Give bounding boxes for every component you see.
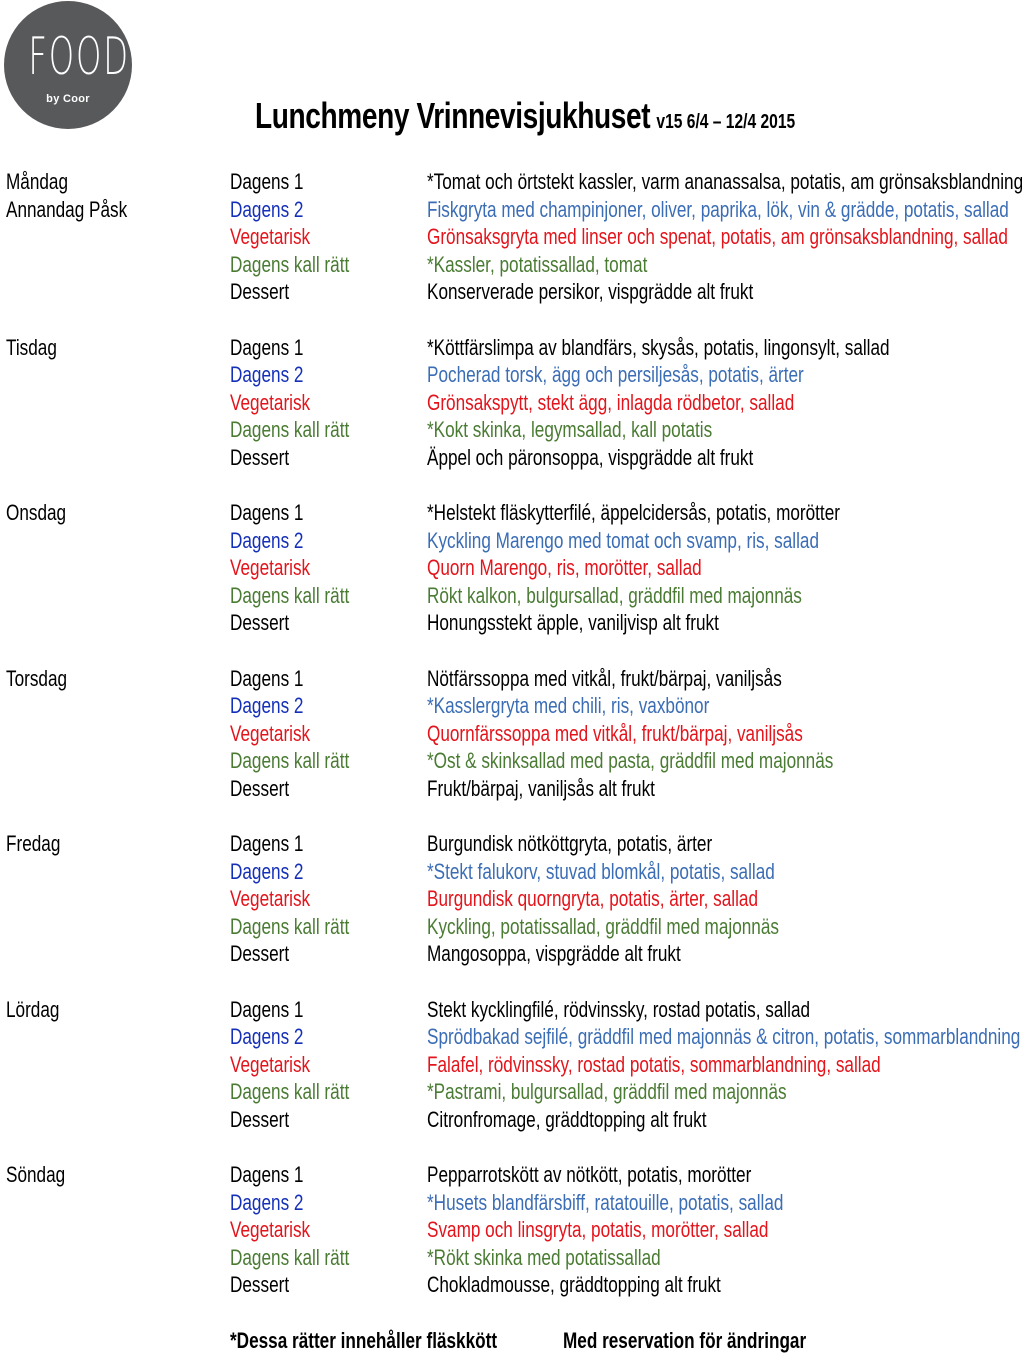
dish-description: Grönsakspytt, stekt ägg, inlagda rödbetor, sallad (427, 389, 795, 415)
category-dessert: Dessert (230, 279, 290, 305)
pork-footnote: *Dessa rätter innehåller fläskkött (230, 1328, 498, 1353)
dish-description: *Kasslergryta med chili, ris, vaxbönor (427, 693, 710, 719)
dish-description: *Helstekt fläskytterfilé, äppelcidersås, potatis, morötter (427, 500, 840, 525)
category-dagens-2: Dagens 2 (230, 362, 304, 388)
category-dessert: Dessert (230, 610, 290, 636)
menu-row (0, 582, 960, 609)
dish-description: Grönsaksgryta med linser och spenat, potatis, am grönsaksblandning, sallad (427, 224, 1008, 250)
menu-row (0, 1078, 960, 1105)
dish-description: *Tomat och örtstekt kassler, varm ananassalsa, potatis, am grönsaksblandning (427, 169, 1023, 194)
category-dagens-2: Dagens 2 (230, 527, 304, 553)
logo-subtext: by Coor (46, 93, 90, 105)
day-name: Söndag (6, 1162, 66, 1187)
category-dessert: Dessert (230, 1272, 290, 1298)
dish-description: Pocherad torsk, ägg och persiljesås, potatis, ärter (427, 362, 804, 388)
category-vegetarisk: Vegetarisk (230, 389, 311, 415)
day-name: Onsdag (6, 500, 67, 525)
category-vegetarisk: Vegetarisk (230, 1051, 311, 1077)
menu-row (0, 334, 960, 361)
menu-row (0, 251, 960, 278)
category-dagens-2: Dagens 2 (230, 693, 304, 719)
category-dagens-1: Dagens 1 (230, 665, 304, 691)
menu-row (0, 223, 1008, 250)
menu-row (0, 885, 960, 912)
dish-description: *Kokt skinka, legymsallad, kall potatis (427, 417, 713, 443)
menu-row (0, 1051, 960, 1078)
dish-description: Kyckling Marengo med tomat och svamp, ris, sallad (427, 527, 819, 553)
category-dagens-kall-r-tt: Dagens kall rätt (230, 251, 350, 277)
menu-row (0, 554, 960, 581)
menu-row (0, 1216, 960, 1243)
dish-description: Kyckling, potatissallad, gräddfil med majonnäs (427, 913, 779, 939)
menu-row (0, 1189, 960, 1216)
dish-description: Chokladmousse, gräddtopping alt frukt (427, 1272, 721, 1298)
category-dagens-kall-r-tt: Dagens kall rätt (230, 913, 350, 939)
dish-description: Äppel och päronsoppa, vispgrädde alt frukt (427, 444, 754, 470)
menu-row (0, 913, 960, 940)
menu-row (0, 1244, 960, 1271)
dish-description: *Stekt falukorv, stuvad blomkål, potatis, sallad (427, 858, 775, 884)
dish-description: *Pastrami, bulgursallad, gräddfil med majonnäs (427, 1079, 787, 1105)
dish-description: *Husets blandfärsbiff, ratatouille, potatis, sallad (427, 1189, 784, 1215)
menu-row (0, 1271, 960, 1298)
category-dagens-1: Dagens 1 (230, 1162, 304, 1187)
menu-row (0, 527, 960, 554)
dish-description: Frukt/bärpaj, vaniljsås alt frukt (427, 775, 655, 801)
category-dagens-2: Dagens 2 (230, 196, 304, 222)
menu-row (0, 499, 960, 526)
category-dagens-2: Dagens 2 (230, 1189, 304, 1215)
dish-description: Stekt kycklingfilé, rödvinssky, rostad potatis, sallad (427, 996, 811, 1022)
dish-description: Quorn Marengo, ris, morötter, sallad (427, 555, 702, 581)
category-vegetarisk: Vegetarisk (230, 720, 311, 746)
menu-row (0, 665, 960, 692)
menu-row (0, 830, 960, 857)
menu-row (0, 1106, 960, 1133)
category-dagens-1: Dagens 1 (230, 500, 304, 525)
menu-row (0, 1023, 1021, 1050)
dish-description: *Kassler, potatissallad, tomat (427, 251, 648, 277)
category-dagens-kall-r-tt: Dagens kall rätt (230, 1244, 350, 1270)
category-dagens-2: Dagens 2 (230, 858, 304, 884)
day-name: Fredag (6, 831, 61, 856)
category-dagens-kall-r-tt: Dagens kall rätt (230, 417, 350, 443)
dish-description: Burgundisk nötköttgryta, potatis, ärter (427, 831, 713, 856)
dish-description: Nötfärssoppa med vitkål, frukt/bärpaj, vaniljsås (427, 665, 782, 691)
dish-description: Quornfärssoppa med vitkål, frukt/bärpaj, vaniljsås (427, 720, 803, 746)
menu-row (0, 858, 960, 885)
dish-description: Rökt kalkon, bulgursallad, gräddfil med majonnäs (427, 582, 802, 608)
category-dessert: Dessert (230, 1106, 290, 1132)
dish-description: *Rökt skinka med potatissallad (427, 1244, 661, 1270)
menu-row (0, 278, 960, 305)
menu-row (0, 1161, 960, 1188)
category-dessert: Dessert (230, 444, 290, 470)
category-dessert: Dessert (230, 941, 290, 967)
dish-description: Svamp och linsgryta, potatis, morötter, sallad (427, 1217, 769, 1243)
category-dagens-kall-r-tt: Dagens kall rätt (230, 1079, 350, 1105)
dish-description: Citronfromage, gräddtopping alt frukt (427, 1106, 707, 1132)
title-week: v15 6/4 – 12/4 2015 (656, 111, 796, 133)
menu-row (0, 361, 960, 388)
day-name: Torsdag (6, 665, 68, 691)
dish-description: Konserverade persikor, vispgrädde alt frukt (427, 279, 754, 305)
menu-row (0, 389, 960, 416)
menu-row (0, 416, 960, 443)
day-name: Måndag (6, 169, 69, 194)
dish-description: Pepparrotskött av nötkött, potatis, morötter (427, 1162, 752, 1187)
logo-text: FOOD (28, 27, 130, 87)
title-main: Lunchmeny Vrinnevisjukhuset (255, 95, 651, 136)
page-title (255, 95, 795, 137)
dish-description: *Köttfärslimpa av blandfärs, skysås, potatis, lingonsylt, sallad (427, 334, 890, 360)
dish-description: Fiskgryta med champinjoner, oliver, paprika, lök, vin & grädde, potatis, sallad (427, 196, 1009, 222)
category-vegetarisk: Vegetarisk (230, 555, 311, 581)
reservation-note: Med reservation för ändringar (563, 1328, 807, 1353)
menu-row (0, 775, 960, 802)
dish-description: Burgundisk quorngryta, potatis, ärter, sallad (427, 886, 759, 912)
dish-description: Sprödbakad sejfilé, gräddfil med majonnäs & citron, potatis, sommarblandning (427, 1024, 1021, 1050)
menu-row (0, 692, 960, 719)
category-dessert: Dessert (230, 775, 290, 801)
menu-row (0, 609, 960, 636)
category-dagens-1: Dagens 1 (230, 169, 304, 194)
menu-row (0, 720, 960, 747)
category-dagens-1: Dagens 1 (230, 996, 304, 1022)
day-name: Tisdag (6, 334, 57, 360)
menu-row (0, 168, 1023, 195)
dish-description: Falafel, rödvinssky, rostad potatis, sommarblandning, sallad (427, 1051, 881, 1077)
category-dagens-1: Dagens 1 (230, 334, 304, 360)
category-dagens-1: Dagens 1 (230, 831, 304, 856)
dish-description: Mangosoppa, vispgrädde alt frukt (427, 941, 681, 967)
category-dagens-2: Dagens 2 (230, 1024, 304, 1050)
dish-description: *Ost & skinksallad med pasta, gräddfil med majonnäs (427, 748, 834, 774)
menu-row (0, 196, 1009, 223)
category-vegetarisk: Vegetarisk (230, 224, 311, 250)
menu-row (0, 940, 960, 967)
menu-row (0, 996, 960, 1023)
category-vegetarisk: Vegetarisk (230, 1217, 311, 1243)
category-dagens-kall-r-tt: Dagens kall rätt (230, 582, 350, 608)
menu-row (0, 747, 960, 774)
food-by-coor-logo (4, 1, 132, 129)
dish-description: Honungsstekt äpple, vaniljvisp alt frukt (427, 610, 719, 636)
day-note: Annandag Påsk (6, 196, 128, 222)
menu-row (0, 444, 960, 471)
category-dagens-kall-r-tt: Dagens kall rätt (230, 748, 350, 774)
day-name: Lördag (6, 996, 60, 1022)
category-vegetarisk: Vegetarisk (230, 886, 311, 912)
